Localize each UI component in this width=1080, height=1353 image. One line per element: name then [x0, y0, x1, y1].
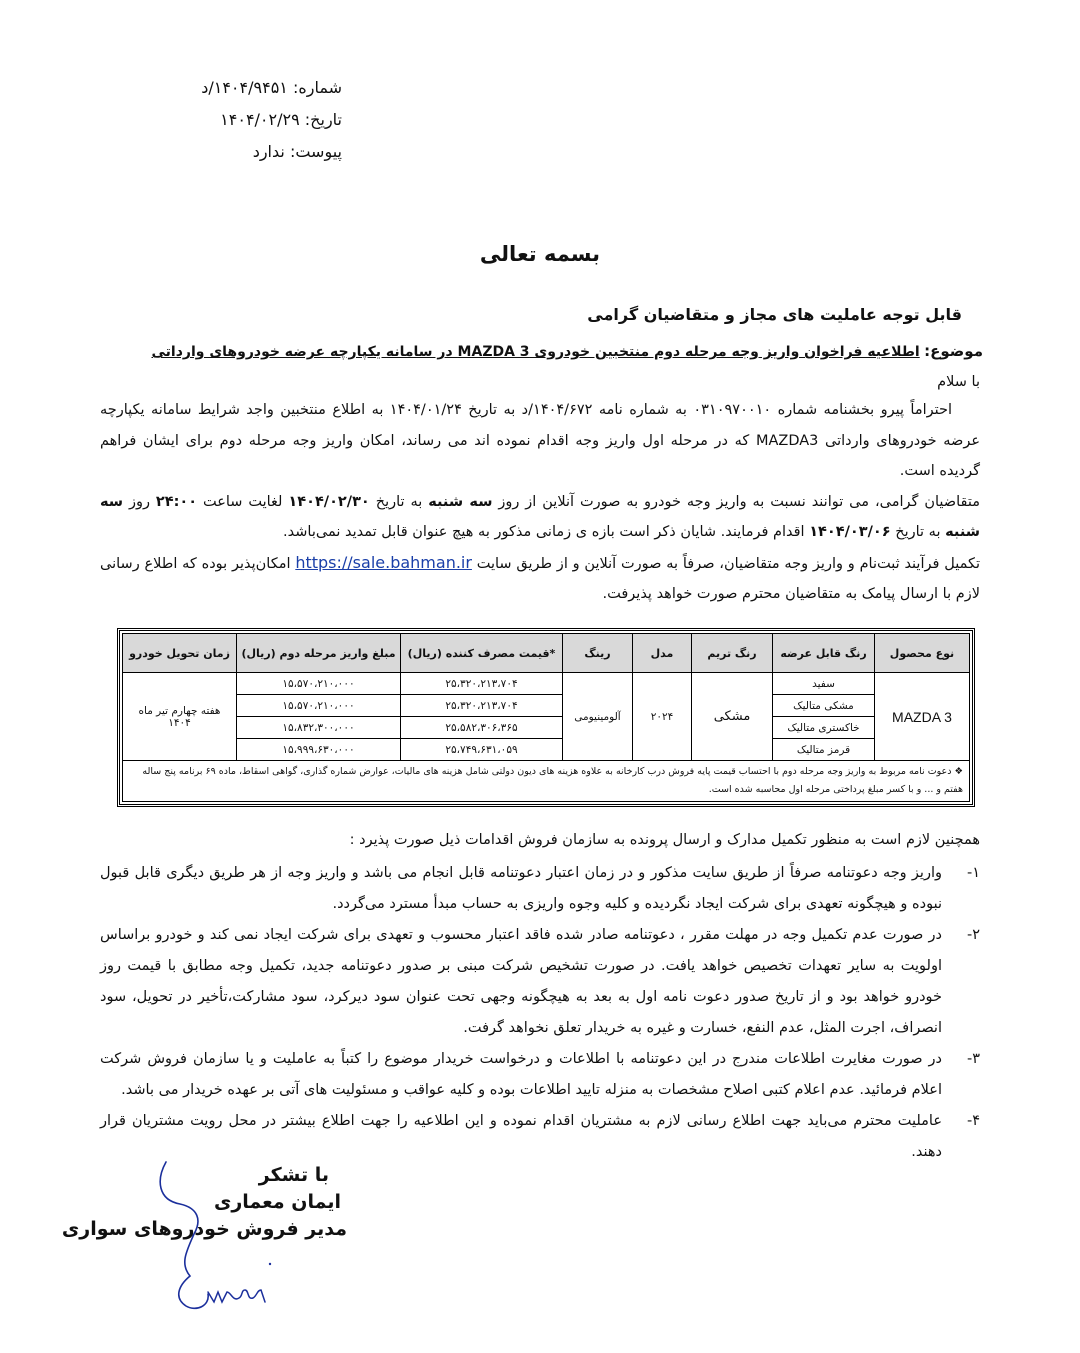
deposit-cell: ۱۵،۵۷۰،۲۱۰،۰۰۰: [237, 673, 401, 695]
letter-body: [100, 395, 980, 610]
list-text: در صورت عدم تکمیل وجه در مهلت مقرر ، دعوتنامه صادر شده فاقد اعتبار محسوب و تعهدی برای شرکت ایجاد نمی کند و خودرو براساس اولویت به سایر تعهدات تخصیص خواهد یافت. در صورت تشخیص شرکت مبنی بر صدور دعوتنامه جدید، تکمیل وجه مطابق با قیمت روز خودرو خواهد بود و از تاریخ صدور دعوت نامه اول به بعد به هیچگونه وجهی تحت عنوان سود دیرکرد، سود مشارکت،تأخیر در تحویل، سود انصراف، اجرت المثل، عدم النفع، خسارت و غیره به خریدار تعلق نخواهد گرفت.: [100, 927, 942, 1036]
list-item: [100, 1106, 980, 1168]
greeting: با سلام: [937, 374, 980, 390]
table-row: [123, 717, 970, 739]
price-cell: ۲۵،۳۲۰،۲۱۳،۷۰۴: [401, 673, 563, 695]
list-number: ۱-: [966, 865, 980, 881]
list-item: [100, 1044, 980, 1106]
deposit-cell: ۱۵،۸۳۲،۳۰۰،۰۰۰: [237, 717, 401, 739]
p2-text-a: متقاضیان گرامی، می توانند نسبت به واریز وجه خودرو به صورت آنلاین از روز: [492, 493, 980, 510]
color-cell: خاکستری متالیک: [773, 717, 875, 739]
p3-text-a: تکمیل فرآیند ثبت‌نام و واریز وجه متقاضیان، صرفاً به صورت آنلاین و از طریق سایت: [471, 555, 981, 572]
signature-title: مدیر فروش خودروهای سواری: [61, 1218, 347, 1240]
p2-day-start: سه شنبه: [428, 493, 493, 510]
table-note-row: [123, 761, 970, 802]
p2-text-f: اقدام فرمایند. شایان ذکر است بازه ی زمانی مذکور به هیچ عنوان قابل تمدید نمی‌باشد.: [283, 524, 810, 540]
col-header: رنگ قابل عرضه: [773, 634, 875, 673]
handwritten-signature: [150, 1160, 310, 1320]
list-number: ۲-: [966, 927, 980, 943]
list-item: [100, 920, 980, 1044]
p2-text-c: لغایت ساعت: [197, 493, 289, 510]
table-note: ❖ دعوت نامه مربوط به واریز وجه مرحله دوم با احتساب قیمت پایه فروش درب کارخانه به علاوه هزینه های دیون دولتی شامل هزینه های مالیات، عوارض شماره گذاری، گواهی اسقاط، ماده ۶۹ برنامه پنج ساله هفتم و ... و با کسر مبلغ پرداختی مرحله اول محاسبه شده است.: [123, 761, 970, 802]
subject-text: اطلاعیه فراخوان واریز وجه مرحله دوم منتخبین خودروی MAZDA 3 در سامانه یکپارچه عرضه خودروهای وارداتی: [151, 344, 920, 360]
price-table: [122, 633, 970, 802]
p2-text-d: روز: [123, 493, 156, 510]
price-table-frame: [117, 628, 975, 807]
letter-number: شماره: ۱۴۰۴/۹۴۵۱/د: [201, 78, 342, 97]
col-header: *قیمت مصرف کننده (ریال): [401, 634, 563, 673]
list-text: واریز وجه دعوتنامه صرفاً از طریق سایت مذکور و در زمان اعتبار دعوتنامه قابل انجام می باشد و واریز وجه از هر طریق دیگری قابل قبول نبوده و هیچگونه تعهدی برای شرکت ایجاد نگردیده و کلیه وجوه واریزی به حساب مبدأ مسترد می‌گردد.: [100, 865, 942, 912]
price-cell: ۲۵،۳۲۰،۲۱۳،۷۰۴: [401, 695, 563, 717]
col-header: رینگ: [563, 634, 633, 673]
deposit-cell: ۱۵،۹۹۹،۶۳۰،۰۰۰: [237, 739, 401, 761]
letter-attachment: پیوست: ندارد: [252, 142, 342, 161]
subject-line: [151, 342, 983, 360]
list-text: در صورت مغایرت اطلاعات مندرج در این دعوتنامه با اطلاعات و درخواست خریدار موضوع را کتباً به عاملیت و یا سازمان فروش شرکت اعلام فرمائید. عدم اعلام کتبی اصلاح مشخصات به منزله تایید اطلاعات بوده و کلیه عواقب و مسئولیت های آتی بر عهده خریدار می باشد.: [100, 1051, 942, 1098]
deposit-cell: ۱۵،۵۷۰،۲۱۰،۰۰۰: [237, 695, 401, 717]
actions-list: [100, 858, 980, 1168]
p2-date-start: ۱۴۰۴/۰۲/۳۰: [288, 493, 370, 510]
model-cell: ۲۰۲۴: [633, 673, 692, 761]
sale-site-link[interactable]: https://sale.bahman.ir: [295, 552, 472, 572]
price-cell: ۲۵،۷۴۹،۶۳۱،۰۵۹: [401, 739, 563, 761]
col-header: رنگ تریم: [692, 634, 773, 673]
actions-intro: همچنین لازم است به منظور تکمیل مدارک و ارسال پرونده به سازمان فروش اقدامات ذیل صورت پذیرد :: [349, 832, 980, 848]
paragraph-2: [100, 487, 980, 548]
list-number: ۴-: [966, 1113, 980, 1129]
list-text: عاملیت محترم می‌باید جهت اطلاع رسانی لازم به مشتریان اقدام نموده و این اطلاعیه را جهت اطلاع بیشتر در محل رویت مشتریان قرار دهند.: [100, 1113, 942, 1160]
table-row: [123, 739, 970, 761]
signature-thanks: با تشکر: [258, 1164, 329, 1186]
p2-text-b: به تاریخ: [369, 493, 429, 510]
trim-cell: مشکی: [692, 673, 773, 761]
list-number: ۳-: [966, 1051, 980, 1067]
rim-cell: آلومینیومی: [563, 673, 633, 761]
paragraph-1: احتراماً پیرو بخشنامه شماره ۰۳۱۰۹۷۰۰۱۰ به شماره نامه ۱۴۰۴/۶۷۲/د به تاریخ ۱۴۰۴/۰۱/۲۴ به اطلاع منتخبین واجد شرایط سامانه یکپارچه عرضه خودروهای وارداتی MAZDA3 که در مرحله اول واریز وجه اقدام نموده اند می رساند، امکان واریز وجه مرحله دوم برای ایشان فراهم گردیده است.: [100, 402, 980, 479]
list-item: [100, 858, 980, 920]
p2-date-end: ۱۴۰۴/۰۳/۰۶: [809, 524, 891, 540]
col-header: مبلغ واریز مرحله دوم (ریال): [237, 634, 401, 673]
p2-day-end: سه شنبه: [100, 493, 980, 540]
color-cell: سفید: [773, 673, 875, 695]
table-header-row: [123, 634, 970, 673]
price-cell: ۲۵،۵۸۲،۳۰۶،۳۶۵: [401, 717, 563, 739]
p2-time: ۲۴:۰۰: [155, 493, 198, 510]
col-header: مدل: [633, 634, 692, 673]
color-cell: قرمز متالیک: [773, 739, 875, 761]
paragraph-3: [100, 548, 980, 610]
p3-text-b: امکان‌پذیر بوده که اطلاع رسانی لازم با ارسال پیامک به متقاضیان محترم صورت خواهد پذیرفت.: [100, 555, 980, 602]
letter-date: تاریخ: ۱۴۰۴/۰۲/۲۹: [220, 110, 342, 129]
col-header: نوع محصول: [875, 634, 970, 673]
color-cell: مشکی متالیک: [773, 695, 875, 717]
addressee: قابل توجه عاملیت های مجاز و متقاضیان گرامی: [587, 305, 962, 324]
product-cell: MAZDA 3: [875, 673, 970, 761]
p2-text-e: به تاریخ: [890, 524, 946, 540]
letter-meta: [150, 72, 342, 168]
table-row: [123, 695, 970, 717]
bismillah-heading: بسمه تعالی: [479, 242, 601, 266]
signature-name: ایمان معماری: [213, 1191, 341, 1213]
col-header: زمان تحویل خودرو: [123, 634, 237, 673]
table-row: [123, 673, 970, 695]
subject-label: موضوع:: [924, 342, 983, 360]
delivery-cell: هفته چهارم تیر ماه ۱۴۰۴: [123, 673, 237, 761]
